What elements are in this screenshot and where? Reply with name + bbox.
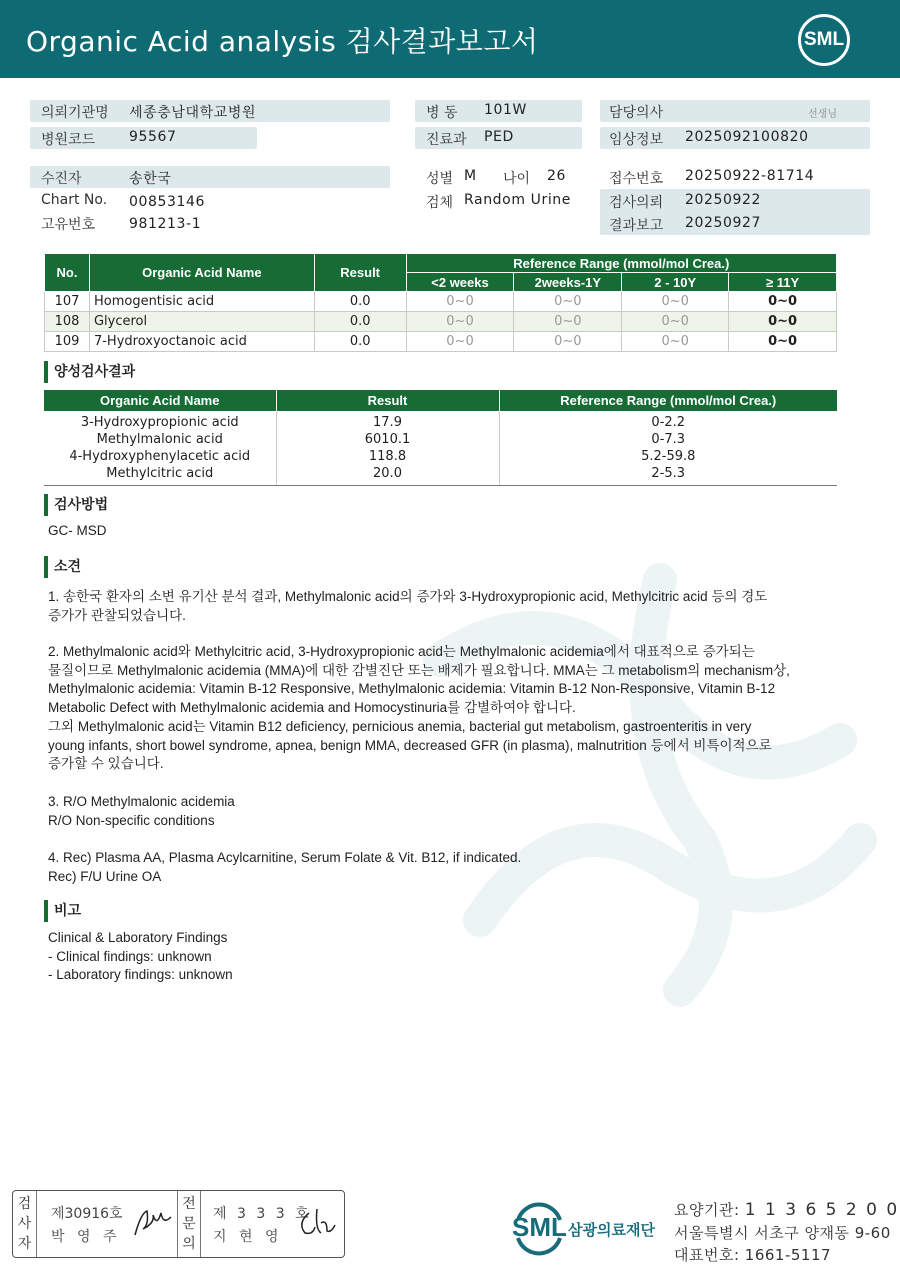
col-no: No. — [45, 254, 90, 292]
request-date-value: 20250922 — [685, 192, 762, 208]
col-reference: Reference Range (mmol/mol Crea.) — [499, 390, 837, 411]
row-result: 0.0 — [314, 292, 406, 312]
findings-p4: 4. Rec) Plasma AA, Plasma Acylcarnitine, Serum Folate & Vit. B12, if indicated. Rec) F/U Urine OA — [48, 850, 522, 884]
method-section-title: 검사방법 — [44, 494, 108, 516]
row-range: 0~0 — [622, 332, 729, 352]
positive-name: Methylmalonic acid — [96, 432, 223, 447]
positive-ref: 5.2-59.8 — [641, 449, 696, 464]
col-age-group: <2 weeks — [406, 273, 514, 292]
table-row — [45, 332, 837, 352]
request-date-label: 검사의뢰 — [609, 195, 664, 211]
col-age-group: 2 - 10Y — [622, 273, 729, 292]
patient-label: 수진자 — [41, 171, 82, 187]
positive-result: 17.9 — [373, 415, 402, 430]
row-range: 0~0 — [406, 312, 514, 332]
positive-name: 4-Hydroxyphenylacetic acid — [69, 449, 251, 464]
results-table — [44, 253, 837, 352]
row-range: 0~0 — [514, 312, 622, 332]
row-range: 0~0 — [729, 292, 837, 312]
method-text: GC- MSD — [48, 523, 107, 538]
row-range: 0~0 — [729, 312, 837, 332]
age-value: 26 — [547, 168, 567, 184]
row-range: 0~0 — [514, 332, 622, 352]
positive-result: 6010.1 — [364, 432, 411, 447]
examiner-signature-icon — [131, 1205, 175, 1241]
positive-ref: 0-7.3 — [651, 432, 686, 447]
positive-name: Methylcitric acid — [106, 466, 214, 481]
age-label: 나이 — [503, 171, 531, 187]
specialist-name: 지 현 영 — [213, 1229, 283, 1245]
specimen-label: 검체 — [426, 195, 454, 211]
col-age-group: ≥ 11Y — [729, 273, 837, 292]
chart-label: Chart No. — [41, 192, 108, 208]
row-range: 0~0 — [622, 312, 729, 332]
findings-p1: 1. 송한국 환자의 소변 유기산 분석 결과, Methylmalonic acid의 증가와 3-Hydroxypropionic acid, Methylcitric acid 등의 경도 증가가 관찰되었습니다. — [48, 589, 768, 623]
remarks-section-title: 비고 — [44, 900, 81, 922]
footer-org-name: 삼광의료재단 — [568, 1221, 655, 1239]
id-label: 고유번호 — [41, 217, 96, 233]
footer-address: 서울특별시 서초구 양재동 9-60 — [674, 1224, 891, 1242]
examiner-license: 제30916호 — [51, 1206, 123, 1222]
positive-ref: 2-5.3 — [651, 466, 686, 481]
col-result: Result — [276, 390, 499, 411]
patient-value: 송한국 — [129, 171, 172, 187]
row-range: 0~0 — [514, 292, 622, 312]
positive-result: 118.8 — [368, 449, 407, 464]
col-result: Result — [314, 254, 406, 292]
row-no: 109 — [45, 332, 90, 352]
positive-ref: 0-2.2 — [651, 415, 686, 430]
row-no: 108 — [45, 312, 90, 332]
institution-label: 의뢰기관명 — [41, 105, 109, 121]
department-label: 진료과 — [426, 132, 467, 148]
specialist-license: 제 3 3 3 호 — [213, 1206, 312, 1222]
institution-code-value: 1 1 3 6 5 2 0 0 — [744, 1200, 900, 1220]
row-result: 0.0 — [314, 312, 406, 332]
row-name: Glycerol — [89, 312, 314, 332]
ward-value: 101W — [484, 102, 527, 118]
row-result: 0.0 — [314, 332, 406, 352]
phone-value: 1661-5117 — [744, 1246, 832, 1264]
footer-logo-text: SML — [512, 1212, 567, 1242]
findings-p2: 2. Methylmalonic acid와 Methylcitric acid, 3-Hydroxypropionic acid는 Methylmalonic acidemia에서 대표적으로 증가되는 물질이므로 Methylmalonic acidemia (MMA)에 대한 감별진단 또는 배제가 필요합니다. MMA는 그 metabolism의 mechanism상, Methylmalonic acidemia: Vitamin B-12 Responsive, Methylmalonic acidemia: Vitamin B-12 Non-Responsive, Vitamin B-12 Metabolic Defect with Methylmalonic acidemia and Homocystinuria를 감별하여야 합니다. 그외 Methylmalonic acid는 Vitamin B12 deficiency, pernicious anemia, bacterial gut metabolism, gastroenteritis in very young infants, short bowel syndrome, apnea, benign MMA, decreased GFR (in plasma), malnutrition 등에서 비특이적으로 증가할 수 있습니다. — [48, 644, 790, 772]
doctor-suffix: 선생님 — [808, 109, 837, 120]
table-row — [45, 292, 837, 312]
clinical-label: 임상정보 — [609, 132, 664, 148]
table-row — [45, 312, 837, 332]
footer-logo — [512, 1200, 662, 1256]
sex-value: M — [464, 168, 477, 184]
positive-result: 20.0 — [373, 466, 402, 481]
positive-name: 3-Hydroxypropionic acid — [80, 415, 239, 430]
col-name: Organic Acid Name — [44, 390, 276, 411]
col-name: Organic Acid Name — [89, 254, 314, 292]
specialist-label: 전 문 의 — [177, 1191, 201, 1257]
remarks-text: Clinical & Laboratory Findings - Clinical findings: unknown - Laboratory findings: unknown — [48, 930, 233, 983]
report-date-value: 20250927 — [685, 215, 762, 231]
examiner-name: 박 영 주 — [51, 1229, 121, 1245]
row-range: 0~0 — [406, 292, 514, 312]
receipt-value: 20250922-81714 — [685, 168, 815, 184]
table-row — [44, 411, 837, 485]
receipt-label: 접수번호 — [609, 171, 664, 187]
row-no: 107 — [45, 292, 90, 312]
doctor-label: 담당의사 — [609, 105, 664, 121]
positive-section-title: 양성검사결과 — [44, 361, 135, 383]
specimen-value: Random Urine — [464, 192, 571, 208]
report-header — [0, 0, 900, 78]
chart-value: 00853146 — [129, 194, 206, 210]
institution-code-label: 요양기관: — [674, 1201, 740, 1219]
positive-table — [44, 390, 837, 486]
clinical-value: 2025092100820 — [685, 129, 809, 145]
institution-code — [674, 1199, 899, 1220]
hospital-code-label: 병원코드 — [41, 132, 96, 148]
examiner-label: 검 사 자 — [13, 1191, 37, 1257]
signature-box — [12, 1190, 345, 1258]
report-title: Organic Acid analysis 검사결과보고서 — [26, 25, 539, 58]
row-name: 7-Hydroxyoctanoic acid — [89, 332, 314, 352]
hospital-code-value: 95567 — [129, 129, 177, 145]
row-range: 0~0 — [729, 332, 837, 352]
sml-logo-icon: SML — [798, 14, 850, 66]
findings-p3: 3. R/O Methylmalonic acidemia R/O Non-specific conditions — [48, 794, 235, 828]
ward-label: 병 동 — [426, 105, 458, 121]
institution-value: 세종충남대학교병원 — [129, 105, 257, 121]
phone-label: 대표번호: — [674, 1246, 740, 1264]
row-range: 0~0 — [406, 332, 514, 352]
row-name: Homogentisic acid — [89, 292, 314, 312]
col-reference: Reference Range (mmol/mol Crea.) — [406, 254, 836, 273]
department-value: PED — [484, 129, 514, 145]
id-value: 981213-1 — [129, 216, 202, 232]
sex-label: 성별 — [426, 171, 454, 187]
footer-phone — [674, 1244, 831, 1265]
findings-section-title: 소견 — [44, 556, 81, 578]
specialist-signature-icon — [295, 1205, 339, 1241]
report-date-label: 결과보고 — [609, 218, 664, 234]
col-age-group: 2weeks-1Y — [514, 273, 622, 292]
row-range: 0~0 — [622, 292, 729, 312]
